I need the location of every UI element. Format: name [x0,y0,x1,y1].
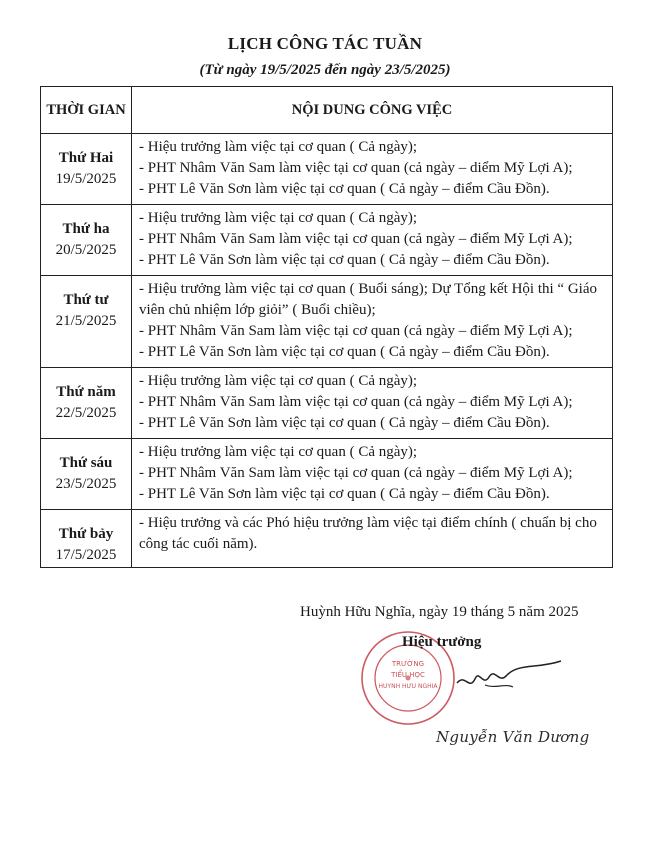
date-label: 20/5/2025 [55,242,117,258]
day-label: Thứ Hai [58,150,114,166]
task-item: - PHT Lê Văn Sơn làm việc tại cơ quan ( Cả ngày – điểm Cầu Đồn). [139,415,550,431]
time-cell [41,368,132,439]
table-row [41,510,613,568]
svg-text:TRƯỜNG: TRƯỜNG [391,660,425,668]
task-item: - PHT Nhâm Văn Sam làm việc tại cơ quan (cả ngày – điểm Mỹ Lợi A); [139,231,573,247]
table-header-row [41,87,613,134]
document-subtitle: (Từ ngày 19/5/2025 đến ngày 23/5/2025) [199,62,451,78]
task-item: - PHT Lê Văn Sơn làm việc tại cơ quan ( Cả ngày – điểm Cầu Đồn). [139,344,550,360]
table-row [41,134,613,205]
date-label: 23/5/2025 [55,476,117,492]
time-cell [41,439,132,510]
time-cell [41,276,132,368]
time-cell [41,205,132,276]
task-item: - Hiệu trưởng làm việc tại cơ quan ( Buổi sáng); Dự Tổng kết Hội thi “ Giáo viên chủ nhiệm lớp giỏi” ( Buổi chiều); [139,281,597,318]
time-cell [41,510,132,568]
date-label: 17/5/2025 [55,547,117,563]
date-label: 21/5/2025 [55,313,117,329]
task-item: - PHT Lê Văn Sơn làm việc tại cơ quan ( Cả ngày – điểm Cầu Đồn). [139,252,550,268]
date-label: 22/5/2025 [55,405,117,421]
table-row [41,368,613,439]
table-row [41,276,613,368]
content-cell [132,510,613,568]
place-date: Huỳnh Hữu Nghĩa, ngày 19 tháng 5 năm 2025 [300,604,579,620]
day-label: Thứ sáu [59,455,113,471]
content-cell [132,276,613,368]
day-label: Thứ năm [56,384,116,400]
table-row [41,205,613,276]
content-cell [132,368,613,439]
day-label: Thứ ha [62,221,110,237]
task-item: - Hiệu trưởng và các Phó hiệu trưởng làm việc tại điểm chính ( chuẩn bị cho công tác cuối năm). [139,515,597,552]
schedule-table [40,86,613,568]
task-item: - Hiệu trưởng làm việc tại cơ quan ( Cả ngày); [139,373,418,389]
signer-name: Nguyễn Văn Dương [436,728,590,746]
table-row [41,439,613,510]
day-label: Thứ tư [63,292,109,308]
day-label: Thứ bảy [58,526,114,542]
task-item: - Hiệu trưởng làm việc tại cơ quan ( Cả ngày); [139,210,418,226]
svg-text:HUỲNH HỮU NGHĨA: HUỲNH HỮU NGHĨA [378,683,438,690]
content-cell [132,205,613,276]
task-item: - Hiệu trưởng làm việc tại cơ quan ( Cả ngày); [139,444,418,460]
document-title: LỊCH CÔNG TÁC TUẦN [227,34,423,53]
time-cell [41,134,132,205]
task-item: - PHT Nhâm Văn Sam làm việc tại cơ quan (cả ngày – diểm Mỹ Lợi A); [139,160,573,176]
header-content: NỘI DUNG CÔNG VIỆC [132,87,613,134]
task-item: - PHT Nhâm Văn Sam làm việc tại cơ quan (cả ngày – điểm Mỹ Lợi A); [139,323,573,339]
svg-text:TIỂU HỌC: TIỂU HỌC [391,671,425,679]
task-item: - Hiệu trưởng làm việc tại cơ quan ( Cả ngày); [139,139,418,155]
header-time: THỜI GIAN [41,87,132,134]
content-cell [132,134,613,205]
date-label: 19/5/2025 [55,171,117,187]
task-item: - PHT Nhâm Văn Sam làm việc tại cơ quan (cả ngày – điểm Mỹ Lợi A); [139,465,573,481]
content-cell [132,439,613,510]
task-item: - PHT Lê Văn Sơn làm việc tại cơ quan ( Cả ngày – điểm Cầu Đồn). [139,486,550,502]
signer-title: Hiệu trưởng [402,634,482,650]
task-item: - PHT Nhâm Văn Sam làm việc tại cơ quan (cả ngày – điểm Mỹ Lợi A); [139,394,573,410]
handwritten-signature [455,655,565,705]
task-item: - PHT Lê Văn Sơn làm việc tại cơ quan ( Cả ngày – điểm Cầu Đồn). [139,181,550,197]
